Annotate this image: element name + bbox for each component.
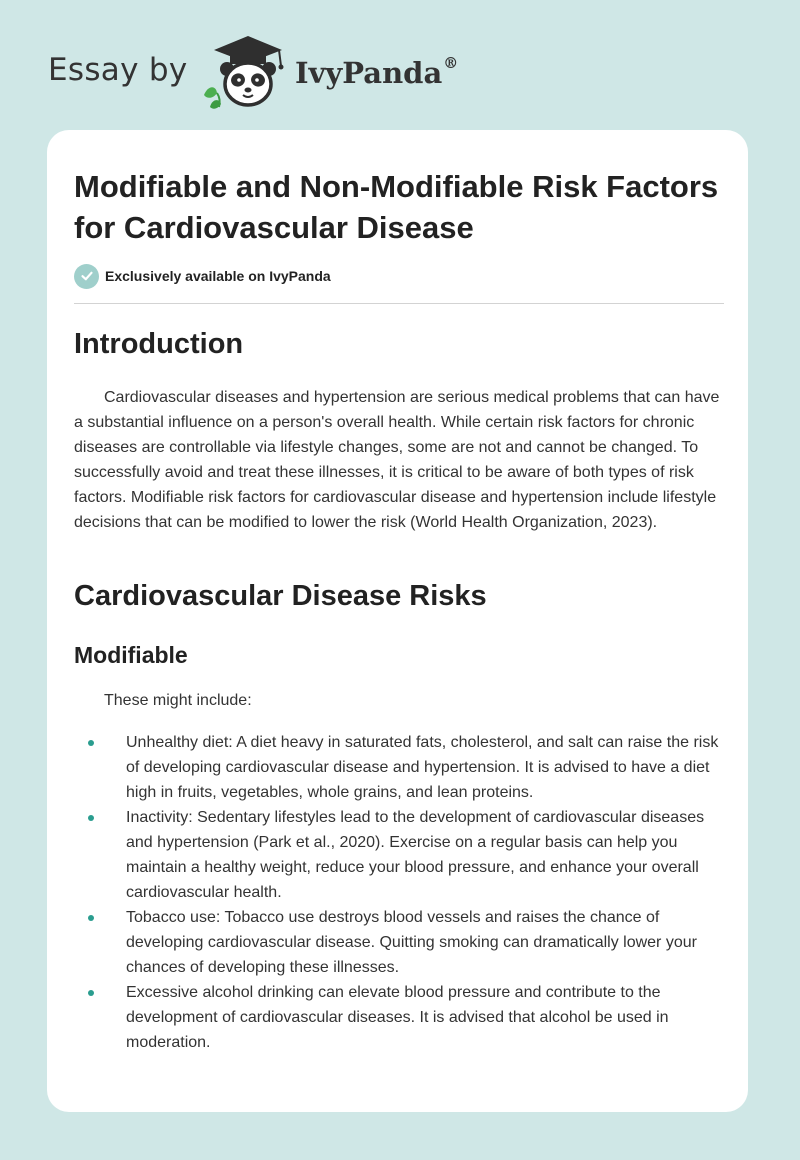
list-lead-text: These might include: [104, 692, 252, 709]
exclusive-badge-text: Exclusively available on IvyPanda [105, 268, 331, 284]
site-header [48, 28, 508, 118]
exclusive-badge [74, 263, 331, 289]
bullet-icon [88, 915, 94, 921]
list-item [74, 730, 724, 805]
list-item [74, 905, 724, 980]
check-icon [74, 264, 99, 289]
panda-graduation-cap-icon [200, 33, 296, 109]
bullet-icon [88, 815, 94, 821]
divider [74, 303, 724, 304]
section-heading-introduction: Introduction [74, 328, 244, 360]
list-item-text: Tobacco use: Tobacco use destroys blood vessels and raises the chance of developing cardiovascular disease. Quitting smoking can dramatically lower your chances of developing these illnesses. [126, 909, 697, 976]
list-item-text: Excessive alcohol drinking can elevate blood pressure and contribute to the development of cardiovascular diseases. It is advised that alcohol be used in moderation. [126, 984, 669, 1051]
essay-by-label: Essay by [48, 52, 188, 88]
introduction-paragraph: Cardiovascular diseases and hypertension are serious medical problems that can have a substantial influence on a person's overall health. While certain risk factors for chronic diseases are controllable via lifestyle changes, some are not and cannot be changed. To successfully avoid and treat these illnesses, it is critical to be aware of both types of risk factors. Modifiable risk factors for cardiovascular disease and hypertension include lifestyle decisions that can be modified to lower the risk (World Health Organization, 2023). [74, 389, 720, 531]
bullet-icon [88, 740, 94, 746]
brand-name [295, 56, 458, 90]
list-item-text: Inactivity: Sedentary lifestyles lead to the development of cardiovascular diseases and hypertension (Park et al., 2020). Exercise on a regular basis can help you maintain a healthy weight, reduce your blood pressure, and enhance your overall cardiovascular health. [126, 809, 705, 901]
brand-name-text: IvyPanda [295, 56, 443, 90]
list-item-text: Unhealthy diet: A diet heavy in saturated fats, cholesterol, and salt can raise the risk of developing cardiovascular disease and hypertension. It is advised to have a diet high in fruits, vegetables, whole grains, and lean proteins. [126, 734, 719, 801]
list-item [74, 805, 724, 905]
section-heading-cardiovascular-risks: Cardiovascular Disease Risks [74, 580, 487, 612]
page-title: Modifiable and Non-Modifiable Risk Factors for Cardiovascular Disease [74, 169, 719, 245]
subheading-modifiable: Modifiable [74, 642, 188, 668]
list-item [74, 980, 724, 1055]
essay-card [47, 130, 748, 1112]
bullet-icon [88, 990, 94, 996]
registered-mark: ® [443, 54, 459, 72]
risk-factor-list [74, 730, 724, 1055]
